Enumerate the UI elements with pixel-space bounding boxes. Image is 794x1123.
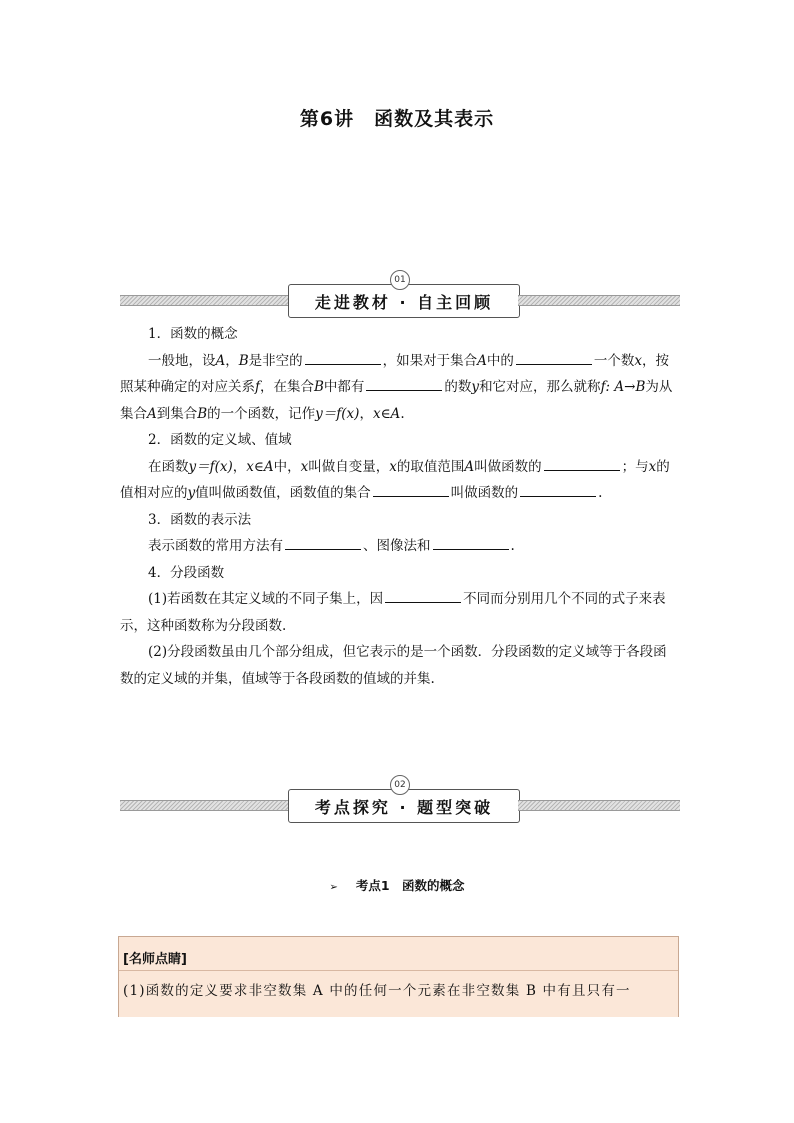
- paragraph-piecewise-2: (2)分段函数虽由几个部分组成，但它表示的是一个函数．分段函数的定义域等于各段函数的定义域的并集，值域等于各段函数的值域的并集.: [120, 644, 667, 687]
- fill-blank: [385, 588, 461, 603]
- tip-text: (1)函数的定义要求非空数集 A 中的任何一个元素在非空数集 B 中有且只有一: [123, 983, 631, 999]
- subsection-heading: [0, 876, 794, 894]
- section-heading: 考点探究 · 题型突破: [288, 789, 520, 823]
- fill-blank: [520, 482, 596, 497]
- teacher-tip-box: [118, 936, 679, 1017]
- heading-domain-range: 2．函数的定义域、值域: [148, 432, 292, 448]
- banner-stripe-left: [120, 295, 288, 306]
- fill-blank: [433, 535, 509, 550]
- tip-title: [名师点睛]: [123, 952, 187, 967]
- fill-blank: [366, 376, 442, 391]
- fill-blank: [516, 350, 592, 365]
- fill-blank: [544, 456, 620, 471]
- fill-blank: [373, 482, 449, 497]
- section-banner-02: [120, 780, 680, 826]
- review-content: [120, 321, 680, 692]
- paragraph-domain-range: 在函数y＝f(x)，x∈A中，x叫做自变量，x的取值范围A叫做函数的 ；与x的值相对应的y值叫做函数值，函数值的集合 叫做函数的 .: [120, 454, 680, 507]
- subsection-label: 考点1 函数的概念: [355, 878, 465, 893]
- paragraph-function-concept: 一般地，设A，B是非空的 ，如果对于集合A中的 一个数x，按照某种确定的对应关系f，在集合B中都有 的数y和它对应，那么就称f: A→B为从集合A到集合B的一个函数，记作y＝f(x)，x∈A.: [120, 348, 680, 428]
- banner-stripe-right: [518, 800, 680, 811]
- banner-stripe-left: [120, 800, 288, 811]
- section-number-badge: 01: [390, 270, 410, 290]
- arrow-bullet-icon: ➢: [329, 882, 338, 893]
- section-heading: 走进教材 · 自主回顾: [288, 284, 520, 318]
- tip-divider: [119, 970, 678, 971]
- paragraph-representation: 表示函数的常用方法有 、图像法和 .: [120, 533, 680, 560]
- heading-piecewise: 4．分段函数: [148, 564, 225, 581]
- fill-blank: [285, 535, 361, 550]
- paragraph-piecewise-1: (1)若函数在其定义域的不同子集上，因 不同而分别用几个不同的式子来表示，这种函数称为分段函数.: [120, 586, 680, 639]
- section-number-badge: 02: [390, 775, 410, 795]
- section-banner-01: [120, 275, 680, 321]
- banner-stripe-right: [518, 295, 680, 306]
- heading-function-concept: 1．函数的概念: [148, 326, 238, 342]
- heading-representation: 3．函数的表示法: [148, 511, 252, 528]
- page-title: 第6讲 函数及其表示: [299, 108, 495, 130]
- fill-blank: [305, 350, 381, 365]
